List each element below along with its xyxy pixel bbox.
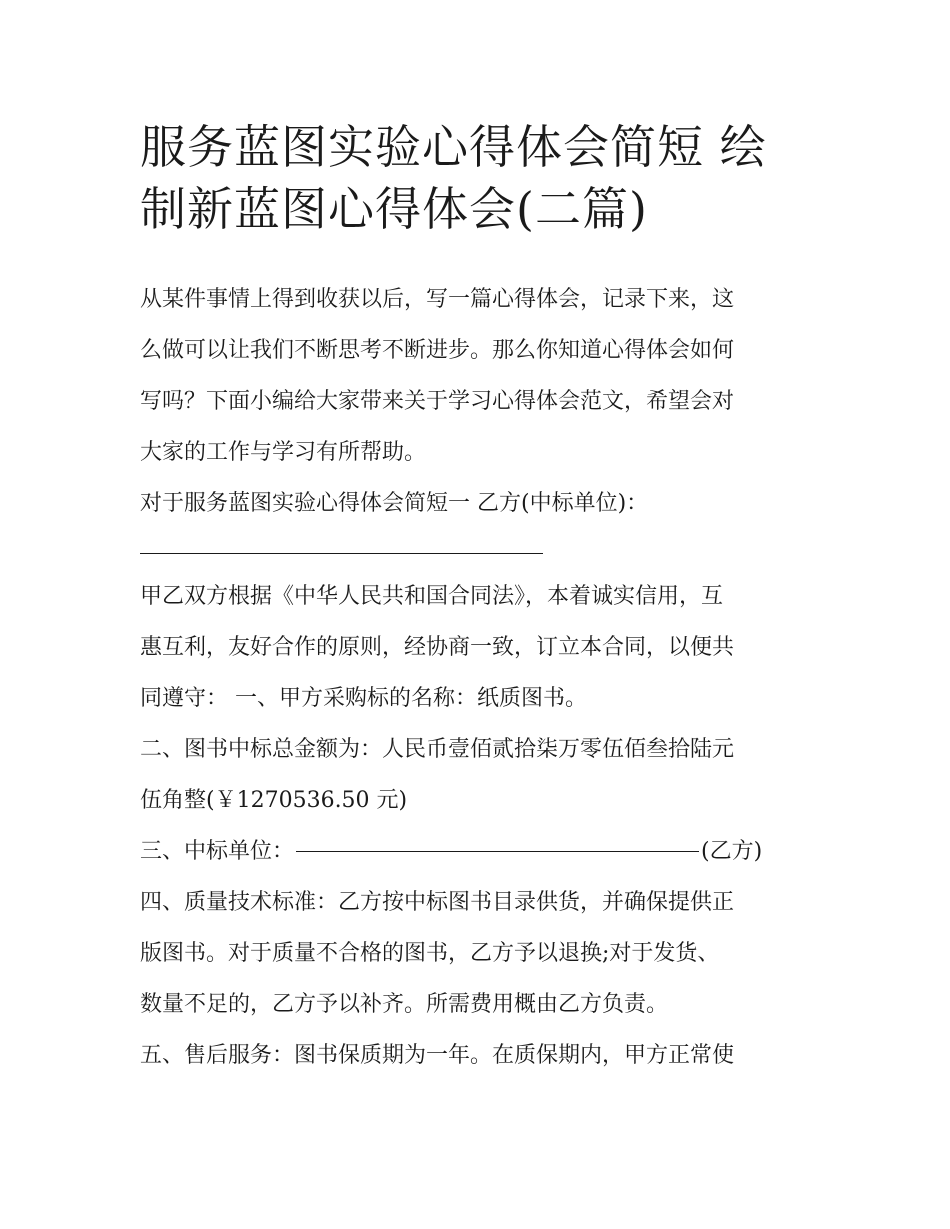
section-heading	[140, 478, 820, 529]
text-line: 甲乙双方根据《中华人民共和国合同法》，本着诚实信用，互	[140, 584, 724, 609]
text-line: 版图书。对于质量不合格的图书，乙方予以退换;对于发货、	[140, 941, 720, 966]
fill-in-blank-line	[296, 851, 699, 852]
title-line: 制新蓝图心得体会(二篇)	[140, 182, 648, 236]
text-line: 写吗？下面小编给大家带来关于学习心得体会范文，希望会对	[140, 389, 735, 414]
text-line: 五、售后服务：图书保质期为一年。在质保期内，甲方正常使	[140, 1043, 735, 1068]
winner-line	[140, 826, 820, 877]
title-line: 服务蓝图实验心得体会简短 绘	[140, 120, 767, 174]
fill-in-blank-line	[140, 553, 543, 554]
text-line: 数量不足的，乙方予以补齐。所需费用概由乙方负责。	[140, 992, 669, 1017]
winner-suffix: (乙方)	[701, 839, 763, 864]
document-title	[140, 116, 820, 240]
text-line: 对于服务蓝图实验心得体会简短一 乙方(中标单位)：	[140, 491, 649, 516]
text-line: 伍角整(￥1270536.50 元)	[140, 788, 408, 813]
text-line: 同遵守： 一、甲方采购标的名称：纸质图书。	[140, 686, 587, 711]
contract-body	[140, 571, 820, 1081]
text-line: 大家的工作与学习有所帮助。	[140, 440, 427, 465]
intro-paragraph	[140, 274, 820, 478]
text-line: 惠互利，友好合作的原则，经协商一致，订立本合同，以便共	[140, 635, 735, 660]
text-line: 么做可以让我们不断思考不断进步。那么你知道心得体会如何	[140, 338, 735, 363]
winner-label: 三、中标单位：	[140, 839, 295, 864]
text-line: 从某件事情上得到收获以后，写一篇心得体会，记录下来，这	[140, 287, 735, 312]
text-line: 四、质量技术标准：乙方按中标图书目录供货，并确保提供正	[140, 890, 735, 915]
text-line: 二、图书中标总金额为：人民币壹佰贰拾柒万零伍佰叁拾陆元	[140, 737, 735, 762]
